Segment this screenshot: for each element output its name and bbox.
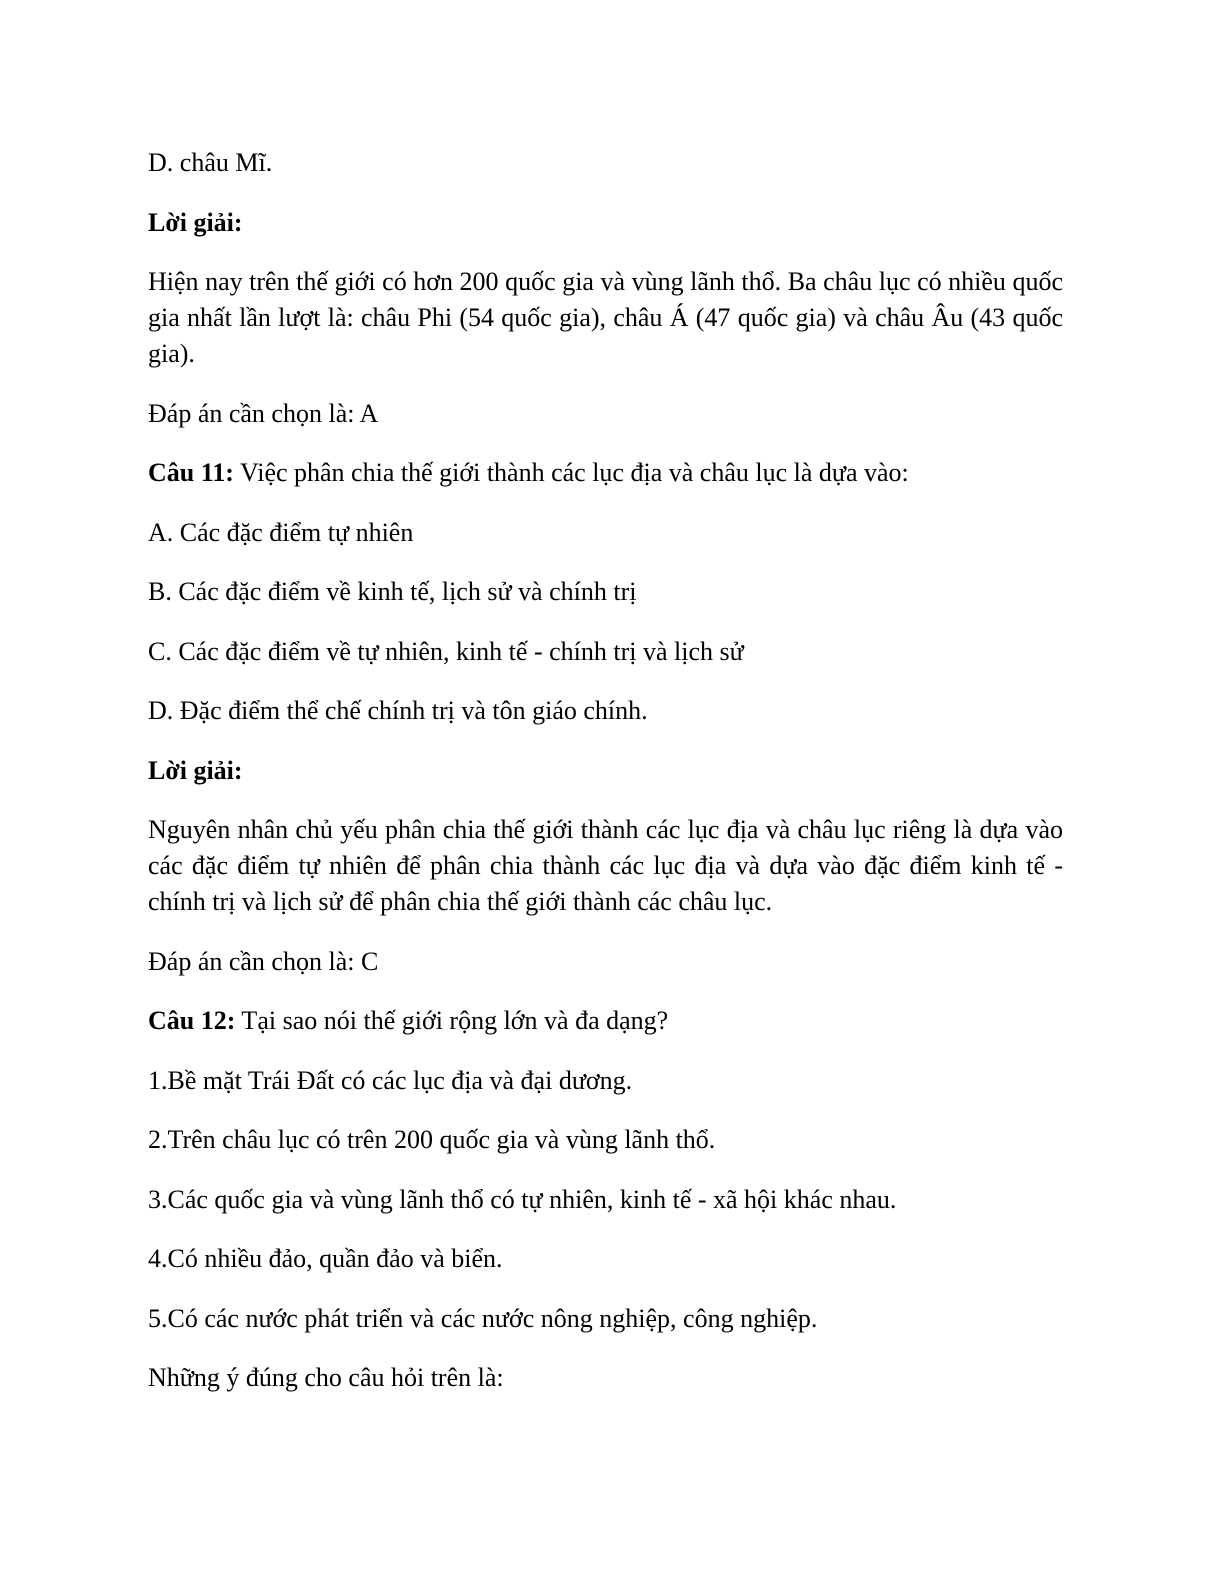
question-text: Tại sao nói thế giới rộng lớn và đa dạng?	[235, 1006, 669, 1035]
question-label: Câu 11:	[148, 458, 234, 487]
solution-paragraph: Hiện nay trên thế giới có hơn 200 quốc gia và vùng lãnh thổ. Ba châu lục có nhiều quốc gia nhất lần lượt là: châu Phi (54 quốc gia), châu Á (47 quốc gia) và châu Âu (43 quốc gia).	[148, 267, 1063, 368]
answer-line: Đáp án cần chọn là: C	[148, 946, 379, 976]
statement-3: 3.Các quốc gia và vùng lãnh thổ có tự nhiên, kinh tế - xã hội khác nhau.	[148, 1184, 897, 1214]
document-page	[148, 145, 1063, 1420]
question-11	[148, 455, 1063, 491]
question-label: Câu 12:	[148, 1006, 236, 1035]
solution-paragraph: Nguyên nhân chủ yếu phân chia thế giới thành các lục địa và châu lục riêng là dựa vào các đặc điểm tự nhiên để phân chia thành các lục địa và dựa vào đặc điểm kinh tế - chính trị và lịch sử để phân chia thế giới thành các châu lục.	[148, 815, 1063, 916]
statement-1: 1.Bề mặt Trái Đất có các lục địa và đại dương.	[148, 1065, 633, 1095]
solution-heading: Lời giải:	[148, 207, 243, 237]
option-d: D. Đặc điểm thể chế chính trị và tôn giáo chính.	[148, 696, 648, 725]
question-12	[148, 1003, 1063, 1039]
option-b: B. Các đặc điểm về kinh tế, lịch sử và chính trị	[148, 577, 637, 606]
statement-2: 2.Trên châu lục có trên 200 quốc gia và vùng lãnh thổ.	[148, 1125, 716, 1154]
option-c: C. Các đặc điểm về tự nhiên, kinh tế - chính trị và lịch sử	[148, 636, 744, 666]
solution-heading: Lời giải:	[148, 755, 243, 785]
statement-4: 4.Có nhiều đảo, quần đảo và biển.	[148, 1244, 503, 1273]
question-text: Việc phân chia thế giới thành các lục địa và châu lục là dựa vào:	[233, 458, 909, 487]
option-d-chau-mi: D. châu Mĩ.	[148, 148, 273, 177]
option-a: A. Các đặc điểm tự nhiên	[148, 517, 414, 547]
statement-5: 5.Có các nước phát triển và các nước nông nghiệp, công nghiệp.	[148, 1303, 818, 1333]
answer-line: Đáp án cần chọn là: A	[148, 398, 379, 428]
answer-prompt: Những ý đúng cho câu hỏi trên là:	[148, 1363, 504, 1392]
